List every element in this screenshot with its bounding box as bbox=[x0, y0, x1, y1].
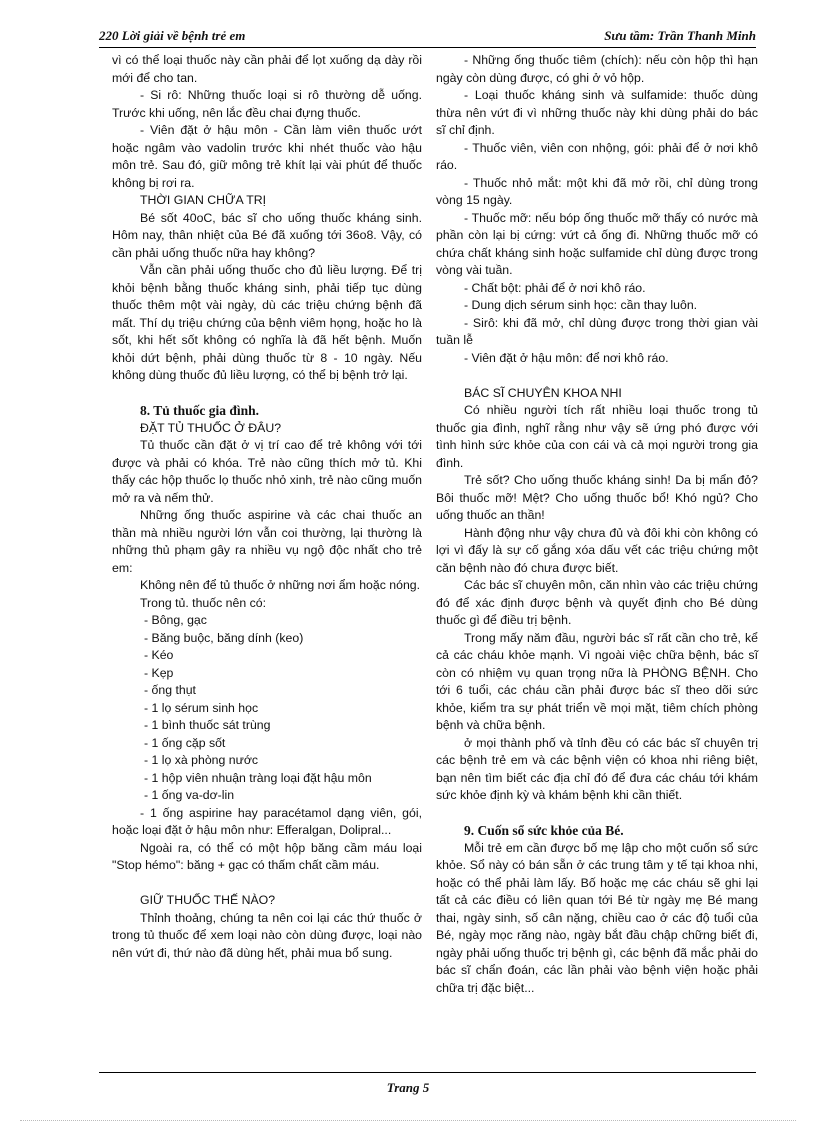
paragraph: ở mọi thành phố và tỉnh đều có các bác sĩ chuyên trị các bệnh trẻ em và các bệnh viện có khoa nhi riêng biệt, bạn nên tìm biết các địa chỉ đó để đưa các cháu tới khám sức khỏe định kỳ và khám bệnh khi cần thiết. bbox=[436, 735, 758, 802]
paragraph: Ngoài ra, có thể có một hộp băng cầm máu loại "Stop hémo": băng + gạc có thấm chất cầm máu. bbox=[112, 840, 422, 872]
paragraph: - Thuốc viên, viên con nhộng, gói: phải để ở nơi khô ráo. bbox=[436, 140, 758, 172]
list-item: - 1 ống va-dơ-lin bbox=[144, 788, 235, 802]
paragraph: Không nên để tủ thuốc ở những nơi ẩm hoặc nóng. bbox=[140, 578, 421, 592]
paragraph: - Dung dịch sérum sinh học: cần thay luôn. bbox=[464, 298, 698, 312]
list-item: - ống thụt bbox=[144, 683, 196, 697]
paragraph: Mỗi trẻ em cần được bố mẹ lập cho một cuốn sổ sức khỏe. Sổ này có bán sẵn ở các trung tâm y tế tại khoa nhi, hoặc có thể phải làm lấy. Bố hoặc mẹ các cháu sẽ ghi lại tất cả các điều có liên quan tới Bé từ ngày mẹ Bé mang thai, ngày sinh, số cân nặng, chiều cao ở các độ tuổi của Bé, ngày mọc răng nào, ngày bắt đầu chập chững biết đi, ngày phải uống thuốc trị bệnh gì, các bệnh đã mắc phải do bác sĩ chẩn đoán, các lần phải vào bệnh viện hoặc phải chữa trị đặc biệt... bbox=[436, 840, 758, 995]
list-item: - Băng buộc, băng dính (keo) bbox=[144, 630, 304, 645]
paragraph: - Sirô: khi đã mở, chỉ dùng được trong thời gian vài tuần lễ bbox=[436, 315, 758, 347]
footer-rule bbox=[99, 1072, 756, 1073]
paragraph: Hành động như vậy chưa đủ và đôi khi còn không có lợi vì đấy là sự cố gắng xóa dấu vết các triệu chứng một căn bệnh nào đó chưa được biết. bbox=[436, 525, 758, 575]
list-item: - 1 bình thuốc sát trùng bbox=[144, 718, 271, 732]
chapter-heading: 8. Tủ thuốc gia đình. bbox=[140, 403, 260, 418]
section-heading: THỜI GIAN CHỮA TRỊ bbox=[140, 193, 267, 207]
left-column bbox=[112, 52, 422, 962]
section-heading: BÁC SĨ CHUYÊN KHOA NHI bbox=[464, 385, 622, 400]
list-item: - 1 hộp viên nhuận tràng loại đặt hậu môn bbox=[144, 770, 372, 785]
page-edge-divider bbox=[20, 1120, 796, 1121]
list-item: - Bông, gạc bbox=[144, 613, 207, 627]
paragraph: - Si rô: Những thuốc loại si rô thường dễ uống. Trước khi uống, nên lắc đều chai đựng thuốc. bbox=[112, 88, 422, 120]
paragraph: Vẫn cần phải uống thuốc cho đủ liều lượng. Để trị khỏi bệnh bằng thuốc kháng sinh, phải tiếp tục dùng thuốc thêm một vài ngày, dù các triệu chứng bệnh đã mất. Thí dụ triệu chứng của bệnh viêm họng, hoặc ho là sốt, khi hết sốt không có nghĩa là đã hết bệnh. Muốn khỏi dứt bệnh, phải dùng thuốc từ 8 - 10 ngày. Nếu không dùng thuốc đủ liều lượng, có thể bị bệnh trở lại. bbox=[112, 263, 422, 382]
paragraph: Tủ thuốc cần đặt ở vị trí cao để trẻ không với tới được và phải có khóa. Trẻ nào cũng thích mở tủ. Khi thấy các hộp thuốc lọ thuốc nhỏ xinh, trẻ nào cũng muốn mở ra và nếm thử. bbox=[112, 438, 422, 505]
paragraph: Trong tủ. thuốc nên có: bbox=[140, 595, 267, 610]
paragraph: - Viên đặt ở hậu môn - Cần làm viên thuốc ướt hoặc ngâm vào vadolin trước khi nhét thuốc vào hậu môn trẻ. Sau đó, giữ mông trẻ khít lại vài phút để thuốc không bị rơi ra. bbox=[112, 123, 422, 190]
list-item: - Kẹp bbox=[144, 665, 174, 680]
paragraph: Trong mấy năm đầu, người bác sĩ rất cần cho trẻ, kể cả các cháu khỏe mạnh. Vì ngoài việc chữa bệnh, bác sĩ còn có nhiệm vụ quan trọng nữa là PHÒNG BỆNH. Cho tới 6 tuổi, các cháu cần phải được bác sĩ theo dõi sức khỏe, kiểm tra sự phát triển về mọi mặt, tiêm chích phòng bệnh và chữa bệnh. bbox=[436, 630, 758, 732]
paragraph: Các bác sĩ chuyên môn, căn nhìn vào các triệu chứng đó để xác định được bệnh và quyết định cho Bé dùng thuốc gì để điều trị bệnh. bbox=[436, 578, 758, 627]
paragraph: Có nhiều người tích rất nhiều loại thuốc trong tủ thuốc gia đình, nghĩ rằng như vậy sẽ ứng phó được với tình hình sức khỏe của con cái và cả mọi người trong gia đình. bbox=[436, 403, 758, 470]
paragraph: - Chất bột: phải để ở nơi khô ráo. bbox=[464, 280, 646, 295]
list-item: - 1 lọ xà phòng nước bbox=[144, 753, 259, 767]
compiler-credit: Sưu tầm: Trần Thanh Minh bbox=[604, 28, 756, 43]
header-rule bbox=[99, 47, 756, 48]
paragraph: Trẻ sốt? Cho uống thuốc kháng sinh! Da bị mẩn đỏ? Bôi thuốc mỡ! Mệt? Cho uống thuốc bổ! Khó ngủ? Cho uống thuốc an thần! bbox=[436, 473, 758, 522]
paragraph: Bé sốt 40oC, bác sĩ cho uống thuốc kháng sinh. Hôm nay, thân nhiệt của Bé đã xuống tới 36o8. Vậy, có cần phải uống thuốc nữa hay không? bbox=[112, 210, 422, 260]
page-header bbox=[99, 28, 756, 48]
section-heading: ĐẶT TỦ THUỐC Ở ĐÂU? bbox=[140, 420, 282, 435]
paragraph: Thỉnh thoảng, chúng ta nên coi lại các thứ thuốc ở trong tủ thuốc để xem loại nào còn dùng được, loại nào nên vứt đi, thứ nào đã dùng hết, phải mua bổ sung. bbox=[112, 910, 422, 960]
right-column bbox=[436, 52, 758, 997]
paragraph: - Viên đặt ở hậu môn: để nơi khô ráo. bbox=[464, 350, 669, 365]
paragraph: vì có thể loại thuốc này cần phải để lọt xuống dạ dày rồi mới để cho tan. bbox=[112, 53, 422, 85]
page-number: Trang 5 bbox=[386, 1080, 430, 1095]
chapter-heading: 9. Cuốn sổ sức khỏe của Bé. bbox=[464, 823, 624, 838]
section-heading: GIỮ THUỐC THẾ NÀO? bbox=[140, 893, 276, 907]
list-item: - 1 lọ sérum sinh học bbox=[144, 700, 259, 715]
list-item: - 1 ống aspirine hay paracétamol dạng viên, gói, hoặc loại đặt ở hậu môn như: Efferalgan, Dolipral... bbox=[112, 805, 422, 837]
book-title: 220 Lời giải về bệnh trẻ em bbox=[99, 28, 246, 43]
list-item: - 1 ống cặp sốt bbox=[144, 735, 226, 750]
list-item: - Kéo bbox=[144, 648, 174, 662]
paragraph: - Thuốc nhỏ mắt: một khi đã mở rồi, chỉ dùng trong vòng 15 ngày. bbox=[436, 175, 758, 207]
paragraph: - Thuốc mỡ: nếu bóp ống thuốc mỡ thấy có nước mà phần còn lại bị cứng: vứt cả ống đi. Những thuốc mỡ có chứa chất kháng sinh hoặc sulfamide chỉ dùng được trong vòng vài tuần. bbox=[436, 210, 758, 277]
paragraph: Những ống thuốc aspirine và các chai thuốc an thần mà nhiều người lớn vẫn coi thường, lại thường là những thủ phạm gây ra nhiều vụ ngộ độc nhất cho trẻ em: bbox=[112, 508, 422, 575]
paragraph: - Những ống thuốc tiêm (chích): nếu còn hộp thì hạn ngày còn dùng được, có ghi ở vỏ hộp. bbox=[436, 53, 758, 85]
paragraph: - Loại thuốc kháng sinh và sulfamide: thuốc dùng thừa nên vứt đi vì những thuốc này khi dùng phải do bác sĩ chỉ định. bbox=[436, 88, 758, 137]
